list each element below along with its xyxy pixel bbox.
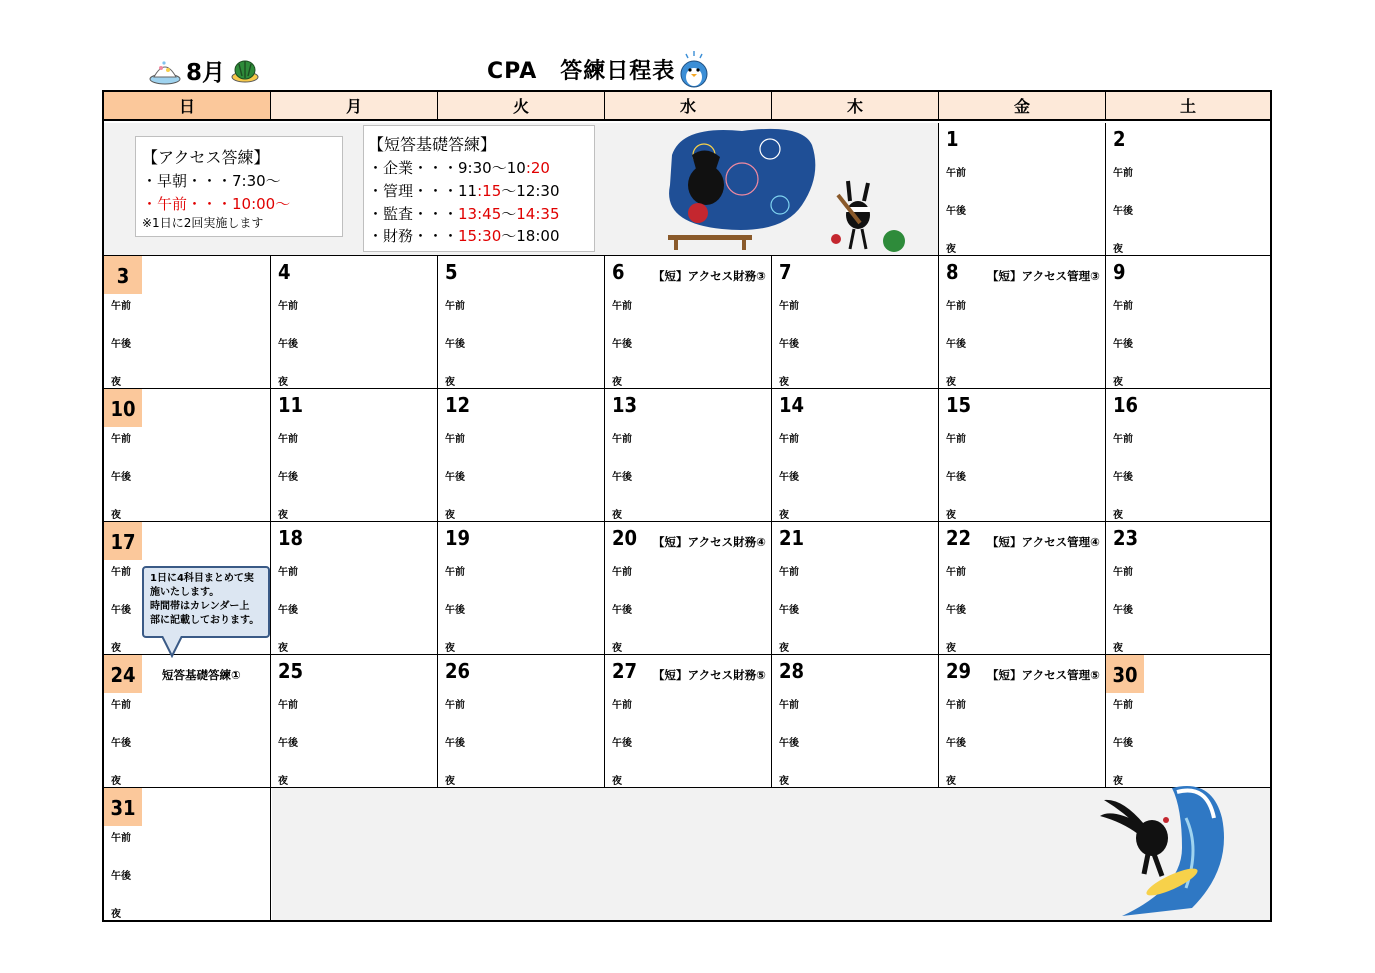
slot-night: 夜: [612, 776, 622, 787]
slot-night: 夜: [111, 510, 121, 521]
slot-morning: 午前: [612, 700, 632, 711]
day-cell[interactable]: [104, 256, 271, 389]
day-number: 26: [445, 659, 471, 683]
day-cell[interactable]: [438, 389, 605, 522]
slot-morning: 午前: [111, 700, 131, 711]
slot-morning: 午前: [779, 567, 799, 578]
slot-night: 夜: [946, 776, 956, 787]
slot-night: 夜: [445, 776, 455, 787]
slot-morning: 午前: [111, 833, 131, 844]
shaved-ice-icon: [148, 55, 182, 85]
page-header: [0, 0, 1375, 90]
access-line-early: ・早朝・・・7:30〜: [142, 172, 281, 190]
slot-night: 夜: [779, 510, 789, 521]
weekday-wednesday: 水: [605, 92, 772, 121]
slot-night: 夜: [946, 244, 956, 255]
day-number: 14: [779, 393, 805, 417]
weekday-thursday: 木: [772, 92, 939, 121]
slot-afternoon: 午後: [1113, 472, 1133, 483]
weekday-monday: 月: [271, 92, 438, 121]
calendar-grid: [102, 90, 1272, 922]
slot-afternoon: 午後: [278, 472, 298, 483]
slot-afternoon: 午後: [946, 605, 966, 616]
slot-morning: 午前: [111, 434, 131, 445]
empty-area: [272, 788, 1270, 920]
day-cell[interactable]: [271, 655, 438, 788]
surfing-illustration: [1082, 778, 1232, 918]
day-number: 10: [104, 389, 142, 427]
day-event: 【短】アクセス財務④: [653, 535, 766, 549]
day-number: 9: [1113, 260, 1126, 284]
day-cell[interactable]: [104, 788, 271, 920]
slot-night: 夜: [1113, 643, 1123, 654]
day-cell[interactable]: [438, 655, 605, 788]
slot-afternoon: 午後: [278, 339, 298, 350]
slot-morning: 午前: [278, 567, 298, 578]
day-cell[interactable]: [104, 655, 271, 788]
slot-afternoon: 午後: [946, 738, 966, 749]
day-cell[interactable]: [1106, 256, 1270, 389]
day-number: 15: [946, 393, 972, 417]
slot-afternoon: 午後: [111, 339, 131, 350]
slot-afternoon: 午後: [946, 339, 966, 350]
slot-afternoon: 午後: [946, 472, 966, 483]
slot-night: 夜: [445, 643, 455, 654]
day-number: 2: [1113, 127, 1126, 151]
slot-morning: 午前: [278, 434, 298, 445]
slot-afternoon: 午後: [1113, 605, 1133, 616]
day-number: 27: [612, 659, 638, 683]
slot-afternoon: 午後: [779, 605, 799, 616]
day-cell[interactable]: [438, 256, 605, 389]
slot-afternoon: 午後: [946, 206, 966, 217]
day-cell[interactable]: [605, 389, 772, 522]
day-cell[interactable]: [772, 389, 939, 522]
day-number: 8: [946, 260, 959, 284]
slot-morning: 午前: [946, 700, 966, 711]
slot-night: 夜: [111, 377, 121, 388]
day-number: 24: [104, 655, 142, 693]
callout-line: 1日に4科目まとめて実: [150, 573, 254, 584]
slot-morning: 午前: [946, 567, 966, 578]
day-number: 31: [104, 788, 142, 826]
slot-morning: 午前: [1113, 567, 1133, 578]
slot-night: 夜: [946, 643, 956, 654]
day-number: 22: [946, 526, 972, 550]
day-event: 短答基礎答練①: [162, 668, 241, 682]
slot-night: 夜: [946, 510, 956, 521]
day-cell[interactable]: [605, 256, 772, 389]
day-number: 17: [104, 522, 142, 560]
day-event: 【短】アクセス財務③: [653, 269, 766, 283]
day-number: 7: [779, 260, 792, 284]
slot-morning: 午前: [278, 700, 298, 711]
slot-night: 夜: [278, 377, 288, 388]
slot-morning: 午前: [1113, 168, 1133, 179]
slot-night: 夜: [111, 776, 121, 787]
slot-night: 夜: [779, 377, 789, 388]
day-number: 5: [445, 260, 458, 284]
fireworks-illustration: [662, 125, 912, 253]
slot-afternoon: 午後: [111, 738, 131, 749]
slot-afternoon: 午後: [445, 738, 465, 749]
slot-morning: 午前: [946, 168, 966, 179]
day-number: 30: [1106, 655, 1144, 693]
slot-morning: 午前: [612, 567, 632, 578]
access-drill-box: [135, 136, 343, 237]
short-heading: 【短答基礎答練】: [368, 135, 497, 154]
day-cell[interactable]: [772, 256, 939, 389]
slot-night: 夜: [278, 643, 288, 654]
slot-morning: 午前: [445, 434, 465, 445]
info-area: [104, 123, 939, 256]
slot-afternoon: 午後: [278, 738, 298, 749]
day-number: 11: [278, 393, 304, 417]
day-event: 【短】アクセス管理③: [987, 269, 1100, 283]
slot-afternoon: 午後: [445, 472, 465, 483]
slot-night: 夜: [278, 776, 288, 787]
slot-night: 夜: [111, 909, 121, 920]
day-cell[interactable]: [939, 256, 1106, 389]
day-number: 3: [104, 256, 142, 294]
day-cell[interactable]: [939, 389, 1106, 522]
access-line-morning: ・午前・・・10:00〜: [142, 195, 291, 213]
slot-afternoon: 午後: [445, 605, 465, 616]
day-event: 【短】アクセス管理⑤: [987, 668, 1100, 682]
day-cell[interactable]: [939, 655, 1106, 788]
slot-afternoon: 午後: [111, 871, 131, 882]
slot-afternoon: 午後: [111, 472, 131, 483]
slot-night: 夜: [278, 510, 288, 521]
slot-afternoon: 午後: [1113, 738, 1133, 749]
day-cell[interactable]: [271, 256, 438, 389]
slot-afternoon: 午後: [1113, 206, 1133, 217]
slot-morning: 午前: [946, 434, 966, 445]
page-title: CPA 答練日程表: [487, 59, 676, 84]
day-number: 12: [445, 393, 471, 417]
day-cell[interactable]: [605, 655, 772, 788]
slot-night: 夜: [1113, 377, 1123, 388]
slot-night: 夜: [946, 377, 956, 388]
weekday-friday: 金: [939, 92, 1106, 121]
day-number: 19: [445, 526, 471, 550]
day-cell[interactable]: [772, 522, 939, 655]
day-number: 4: [278, 260, 291, 284]
day-cell[interactable]: [1106, 522, 1270, 655]
day-number: 23: [1113, 526, 1139, 550]
slot-night: 夜: [445, 377, 455, 388]
day-number: 18: [278, 526, 304, 550]
weekday-tuesday: 火: [438, 92, 605, 121]
callout-line: 施いたします。: [150, 587, 220, 598]
slot-morning: 午前: [111, 567, 131, 578]
day-event: 【短】アクセス財務⑤: [653, 668, 766, 682]
slot-night: 夜: [1113, 510, 1123, 521]
slot-morning: 午前: [779, 700, 799, 711]
slot-morning: 午前: [612, 301, 632, 312]
short-row-audit: ・監査・・・13:45〜14:35: [368, 205, 560, 223]
day-event: 【短】アクセス管理④: [987, 535, 1100, 549]
short-row-corporate: ・企業・・・9:30〜10:20: [368, 159, 550, 177]
slot-afternoon: 午後: [111, 605, 131, 616]
slot-night: 夜: [612, 510, 622, 521]
day-cell[interactable]: [438, 522, 605, 655]
slot-morning: 午前: [111, 301, 131, 312]
slot-morning: 午前: [1113, 301, 1133, 312]
slot-afternoon: 午後: [612, 339, 632, 350]
slot-night: 夜: [1113, 244, 1123, 255]
day-number: 29: [946, 659, 972, 683]
slot-morning: 午前: [445, 700, 465, 711]
day-number: 20: [612, 526, 638, 550]
day-cell[interactable]: [605, 522, 772, 655]
slot-morning: 午前: [445, 567, 465, 578]
short-row-management: ・管理・・・11:15〜12:30: [368, 182, 560, 200]
day-number: 13: [612, 393, 638, 417]
weekday-saturday: 土: [1106, 92, 1270, 121]
slot-morning: 午前: [779, 434, 799, 445]
day-cell[interactable]: [1106, 123, 1270, 256]
slot-night: 夜: [612, 643, 622, 654]
slot-morning: 午前: [445, 301, 465, 312]
access-heading: 【アクセス答練】: [142, 148, 270, 167]
slot-night: 夜: [111, 643, 121, 654]
slot-night: 夜: [612, 377, 622, 388]
slot-afternoon: 午後: [612, 738, 632, 749]
day-cell[interactable]: [772, 655, 939, 788]
short-answer-drill-box: [363, 125, 595, 252]
day-cell[interactable]: [939, 123, 1106, 256]
day-number: 6: [612, 260, 625, 284]
slot-night: 夜: [779, 643, 789, 654]
slot-afternoon: 午後: [612, 472, 632, 483]
callout-line: 時間帯はカレンダー上: [150, 601, 250, 612]
day-number: 16: [1113, 393, 1139, 417]
access-note: ※1日に2回実施します: [142, 216, 264, 230]
day-number: 25: [278, 659, 304, 683]
slot-morning: 午前: [612, 434, 632, 445]
slot-afternoon: 午後: [779, 472, 799, 483]
slot-night: 夜: [779, 776, 789, 787]
slot-morning: 午前: [1113, 700, 1133, 711]
watermelon-icon: [230, 57, 260, 83]
callout-line: 部に記載しております。: [150, 615, 260, 626]
slot-morning: 午前: [946, 301, 966, 312]
day-cell[interactable]: [1106, 655, 1270, 788]
slot-night: 夜: [445, 510, 455, 521]
slot-afternoon: 午後: [779, 339, 799, 350]
slot-afternoon: 午後: [1113, 339, 1133, 350]
slot-night: 夜: [1113, 776, 1123, 787]
day-number: 21: [779, 526, 805, 550]
slot-morning: 午前: [779, 301, 799, 312]
penguin-icon: [676, 50, 712, 88]
slot-afternoon: 午後: [278, 605, 298, 616]
day-cell[interactable]: [939, 522, 1106, 655]
day-cell[interactable]: [271, 522, 438, 655]
slot-afternoon: 午後: [612, 605, 632, 616]
note-callout: [142, 566, 270, 638]
slot-morning: 午前: [278, 301, 298, 312]
day-number: 28: [779, 659, 805, 683]
slot-afternoon: 午後: [445, 339, 465, 350]
month-label: 8月: [186, 60, 226, 86]
weekday-sunday: 日: [104, 92, 271, 121]
day-cell[interactable]: [1106, 389, 1270, 522]
weekday-header-row: [104, 92, 1270, 123]
slot-afternoon: 午後: [779, 738, 799, 749]
day-cell[interactable]: [271, 389, 438, 522]
short-row-finance: ・財務・・・15:30〜18:00: [368, 227, 560, 245]
slot-morning: 午前: [1113, 434, 1133, 445]
day-cell[interactable]: [104, 389, 271, 522]
callout-tail-icon: [160, 636, 184, 658]
day-number: 1: [946, 127, 959, 151]
